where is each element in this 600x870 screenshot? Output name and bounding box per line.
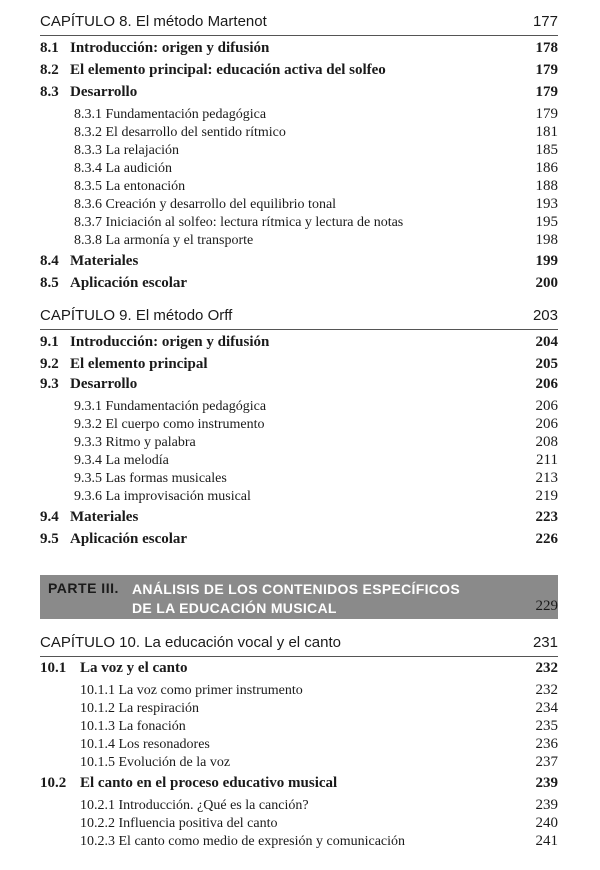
subsection-number: 9.3.1 (74, 399, 102, 414)
page-number: 198 (535, 232, 558, 248)
subsection-number: 8.3.8 (74, 233, 102, 248)
toc-section-8-2 (40, 62, 558, 79)
subsection-number: 10.2.3 (80, 834, 115, 849)
page-number: 206 (535, 376, 558, 392)
toc-subsection (40, 178, 558, 195)
divider (40, 656, 558, 657)
chapter-title: CAPÍTULO 10. La educación vocal y el canto (40, 634, 341, 651)
subsection-number: 8.3.3 (74, 143, 102, 158)
subsection-number: 9.3.3 (74, 435, 102, 450)
subsection-title: La audición (105, 161, 172, 176)
subsection-title: Los resonadores (118, 737, 210, 752)
page-number: 193 (535, 196, 558, 212)
section-number: 9.4 (40, 509, 59, 525)
subsection-title: La relajación (105, 143, 179, 158)
subsection-title: Fundamentación pedagógica (105, 399, 267, 414)
toc-section-8-3 (40, 84, 558, 101)
toc-subsection (40, 815, 558, 832)
subsection-number: 10.1.3 (80, 719, 115, 734)
page-number: 235 (535, 718, 558, 734)
toc-subsection (40, 398, 558, 415)
section-title: Introducción: origen y difusión (70, 40, 270, 56)
subsection-title: La melodía (105, 453, 169, 468)
toc-chapter-9 (40, 307, 558, 324)
section-title: Aplicación escolar (70, 275, 188, 291)
page-number: 179 (535, 62, 558, 78)
subsection-number: 9.3.4 (74, 453, 102, 468)
toc-subsection (40, 142, 558, 159)
subsection-title: Las formas musicales (105, 471, 227, 486)
section-number: 8.2 (40, 62, 59, 78)
page-number: 181 (535, 124, 558, 140)
subsection-number: 9.3.5 (74, 471, 102, 486)
page-number: 203 (532, 307, 558, 324)
subsection-number: 8.3.4 (74, 161, 102, 176)
subsection-title: La armonía y el transporte (105, 233, 254, 248)
part-title-line-2: DE LA EDUCACIÓN MUSICAL (132, 600, 337, 616)
toc-section-10-1 (40, 660, 558, 677)
toc-subsection (40, 470, 558, 487)
page-number: 223 (535, 509, 558, 525)
section-title: Aplicación escolar (70, 531, 188, 547)
page-number: 213 (535, 470, 558, 486)
subsection-title: Ritmo y palabra (105, 435, 196, 450)
section-title: Introducción: origen y difusión (70, 334, 270, 350)
section-title: Desarrollo (70, 84, 138, 100)
toc-subsection (40, 232, 558, 249)
page-number: 232 (535, 682, 558, 698)
page-number: 239 (535, 797, 558, 813)
toc-subsection (40, 214, 558, 231)
subsection-title: La fonación (118, 719, 186, 734)
toc-section-10-2 (40, 775, 558, 792)
divider (40, 35, 558, 36)
page-number: 188 (535, 178, 558, 194)
page-number: 179 (535, 106, 558, 122)
toc-section-9-2 (40, 356, 558, 373)
page-number: 239 (535, 775, 558, 791)
toc-subsection (40, 416, 558, 433)
page-number: 226 (535, 531, 558, 547)
subsection-title: Evolución de la voz (118, 755, 231, 770)
section-title: Materiales (70, 509, 139, 525)
part-title-line-1: ANÁLISIS DE LOS CONTENIDOS ESPECÍFICOS (132, 581, 460, 597)
subsection-title: El canto como medio de expresión y comunicación (118, 834, 406, 849)
page-number: 186 (535, 160, 558, 176)
page-number: 178 (535, 40, 558, 56)
section-number: 10.1 (40, 660, 67, 676)
toc-chapter-10 (40, 634, 558, 651)
subsection-number: 10.1.2 (80, 701, 115, 716)
page-number: 179 (535, 84, 558, 100)
toc-subsection (40, 833, 558, 850)
toc-subsection (40, 797, 558, 814)
page-number: 241 (535, 833, 558, 849)
section-title: El canto en el proceso educativo musical (80, 775, 338, 791)
toc-subsection (40, 434, 558, 451)
toc-subsection (40, 754, 558, 771)
section-number: 8.1 (40, 40, 59, 56)
section-number: 9.1 (40, 334, 59, 350)
subsection-number: 8.3.2 (74, 125, 102, 140)
subsection-title: Creación y desarrollo del equilibrio tonal (105, 197, 337, 212)
page-number: 200 (535, 275, 558, 291)
toc-section-8-5 (40, 275, 558, 292)
page-number: 232 (535, 660, 558, 676)
page-number: 229 (535, 598, 558, 614)
toc-subsection (40, 682, 558, 699)
subsection-number: 10.2.1 (80, 798, 115, 813)
part-page-row (40, 598, 558, 615)
page-number: 231 (532, 634, 558, 651)
subsection-title: Introducción. ¿Qué es la canción? (118, 798, 309, 813)
page-number: 206 (535, 416, 558, 432)
subsection-number: 10.1.4 (80, 737, 115, 752)
page-number: 234 (535, 700, 558, 716)
toc-section-9-4 (40, 509, 558, 526)
page-number: 199 (535, 253, 558, 269)
toc-subsection (40, 488, 558, 505)
subsection-title: La respiración (118, 701, 199, 716)
section-title: La voz y el canto (80, 660, 188, 676)
toc-section-9-1 (40, 334, 558, 351)
page-number: 205 (535, 356, 558, 372)
section-number: 9.2 (40, 356, 59, 372)
page-number: 204 (535, 334, 558, 350)
section-number: 9.5 (40, 531, 59, 547)
page-number: 219 (535, 488, 558, 504)
subsection-number: 8.3.1 (74, 107, 102, 122)
toc-section-9-3 (40, 376, 558, 393)
chapter-title: CAPÍTULO 9. El método Orff (40, 307, 233, 324)
subsection-title: Influencia positiva del canto (118, 816, 278, 831)
toc-subsection (40, 196, 558, 213)
toc-subsection (40, 700, 558, 717)
subsection-title: La entonación (105, 179, 186, 194)
toc-subsection (40, 718, 558, 735)
subsection-number: 9.3.6 (74, 489, 102, 504)
section-title: El elemento principal (70, 356, 208, 372)
toc-subsection (40, 106, 558, 123)
toc-section-8-4 (40, 253, 558, 270)
chapter-title: CAPÍTULO 8. El método Martenot (40, 13, 267, 30)
page-number: 211 (536, 452, 558, 468)
toc-subsection (40, 452, 558, 469)
section-title: Materiales (70, 253, 139, 269)
part-label: PARTE III. (48, 580, 119, 596)
divider (40, 329, 558, 330)
subsection-number: 9.3.2 (74, 417, 102, 432)
subsection-number: 8.3.7 (74, 215, 102, 230)
section-number: 9.3 (40, 376, 59, 392)
toc-subsection (40, 124, 558, 141)
subsection-title: El desarrollo del sentido rítmico (105, 125, 286, 140)
toc-section-8-1 (40, 40, 558, 57)
page-number: 185 (535, 142, 558, 158)
section-title: El elemento principal: educación activa del solfeo (70, 62, 386, 78)
page-number: 206 (535, 398, 558, 414)
section-number: 8.5 (40, 275, 59, 291)
page-number: 177 (532, 13, 558, 30)
page-number: 240 (535, 815, 558, 831)
page-number: 236 (535, 736, 558, 752)
subsection-number: 10.1.1 (80, 683, 115, 698)
subsection-number: 10.2.2 (80, 816, 115, 831)
section-title: Desarrollo (70, 376, 138, 392)
section-number: 8.3 (40, 84, 59, 100)
subsection-number: 8.3.5 (74, 179, 102, 194)
subsection-title: Fundamentación pedagógica (105, 107, 267, 122)
page-number: 208 (535, 434, 558, 450)
page-number: 237 (535, 754, 558, 770)
toc-subsection (40, 160, 558, 177)
toc-chapter-8 (40, 13, 558, 30)
toc-subsection (40, 736, 558, 753)
subsection-number: 8.3.6 (74, 197, 102, 212)
subsection-title: El cuerpo como instrumento (105, 417, 265, 432)
subsection-title: La voz como primer instrumento (118, 683, 303, 698)
section-number: 10.2 (40, 775, 67, 791)
section-number: 8.4 (40, 253, 59, 269)
toc-section-9-5 (40, 531, 558, 548)
page-number: 195 (535, 214, 558, 230)
subsection-title: Iniciación al solfeo: lectura rítmica y lectura de notas (105, 215, 404, 230)
subsection-number: 10.1.5 (80, 755, 115, 770)
subsection-title: La improvisación musical (105, 489, 251, 504)
